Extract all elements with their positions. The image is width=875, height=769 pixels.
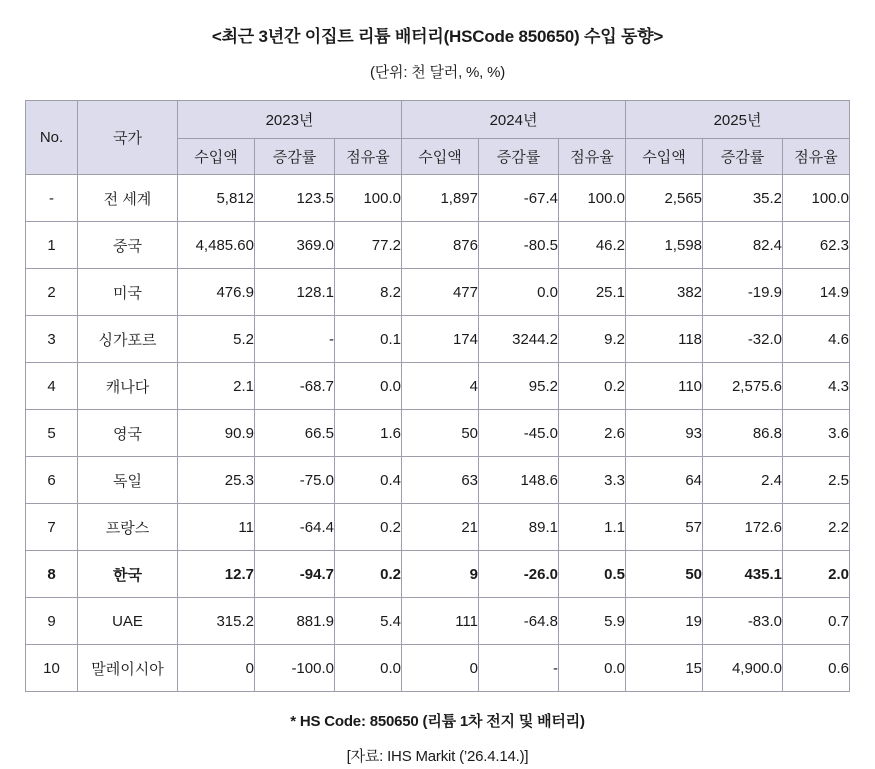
- cell-metric: -45.0: [479, 410, 559, 457]
- cell-metric: 0.1: [334, 316, 401, 363]
- cell-metric: -68.7: [254, 363, 334, 410]
- column-header-2024-change: 증감률: [479, 139, 559, 175]
- cell-metric: 5.4: [334, 598, 401, 645]
- cell-country: 전 세계: [77, 175, 177, 222]
- cell-metric: 89.1: [479, 504, 559, 551]
- cell-metric: 0: [402, 645, 479, 692]
- cell-metric: 4,485.60: [177, 222, 254, 269]
- cell-metric: 0.0: [334, 363, 401, 410]
- cell-metric: 0.2: [559, 363, 626, 410]
- cell-metric: 77.2: [334, 222, 401, 269]
- cell-metric: 50: [626, 551, 703, 598]
- cell-metric: 128.1: [254, 269, 334, 316]
- column-header-2024-share: 점유율: [559, 139, 626, 175]
- cell-metric: 148.6: [479, 457, 559, 504]
- cell-country: 캐나다: [77, 363, 177, 410]
- cell-metric: 64: [626, 457, 703, 504]
- cell-metric: 35.2: [703, 175, 783, 222]
- cell-metric: -94.7: [254, 551, 334, 598]
- cell-metric: -: [479, 645, 559, 692]
- cell-metric: 25.1: [559, 269, 626, 316]
- cell-metric: -83.0: [703, 598, 783, 645]
- cell-metric: -: [254, 316, 334, 363]
- cell-metric: 0.2: [334, 504, 401, 551]
- footnote: * HS Code: 850650 (리튬 1차 전지 및 배터리): [290, 713, 585, 730]
- cell-metric: 12.7: [177, 551, 254, 598]
- cell-metric: 2.0: [783, 551, 850, 598]
- cell-metric: 1.6: [334, 410, 401, 457]
- cell-country: 한국: [77, 551, 177, 598]
- cell-metric: 5.9: [559, 598, 626, 645]
- cell-metric: 1,897: [402, 175, 479, 222]
- cell-metric: 382: [626, 269, 703, 316]
- cell-metric: -26.0: [479, 551, 559, 598]
- cell-metric: 100.0: [559, 175, 626, 222]
- cell-metric: 118: [626, 316, 703, 363]
- cell-metric: 15: [626, 645, 703, 692]
- cell-metric: 63: [402, 457, 479, 504]
- table-row: [25, 504, 849, 551]
- cell-metric: 0.4: [334, 457, 401, 504]
- cell-metric: 2.5: [783, 457, 850, 504]
- cell-metric: 876: [402, 222, 479, 269]
- table-row: [25, 363, 849, 410]
- cell-metric: -75.0: [254, 457, 334, 504]
- cell-metric: 2.6: [559, 410, 626, 457]
- cell-metric: 90.9: [177, 410, 254, 457]
- cell-metric: 0.0: [334, 645, 401, 692]
- column-header-2025-share: 점유율: [783, 139, 850, 175]
- table-row: [25, 551, 849, 598]
- table-head: [25, 101, 849, 175]
- cell-country: 미국: [77, 269, 177, 316]
- table-body: [25, 175, 849, 692]
- cell-metric: 14.9: [783, 269, 850, 316]
- cell-rank: -: [25, 175, 77, 222]
- cell-rank: 3: [25, 316, 77, 363]
- table-row: [25, 410, 849, 457]
- cell-rank: 2: [25, 269, 77, 316]
- cell-metric: 86.8: [703, 410, 783, 457]
- cell-rank: 7: [25, 504, 77, 551]
- page-title: <최근 3년간 이집트 리튬 배터리(HSCode 850650) 수입 동향>: [211, 27, 664, 46]
- cell-metric: 477: [402, 269, 479, 316]
- cell-metric: 62.3: [783, 222, 850, 269]
- cell-metric: 5,812: [177, 175, 254, 222]
- column-header-2025-change: 증감률: [703, 139, 783, 175]
- cell-metric: 11: [177, 504, 254, 551]
- cell-metric: 0.6: [783, 645, 850, 692]
- cell-metric: 8.2: [334, 269, 401, 316]
- cell-metric: 435.1: [703, 551, 783, 598]
- cell-metric: 4,900.0: [703, 645, 783, 692]
- cell-metric: 3.6: [783, 410, 850, 457]
- column-header-no: No.: [25, 101, 77, 175]
- table-row: [25, 316, 849, 363]
- cell-metric: 2,565: [626, 175, 703, 222]
- table-row: [25, 645, 849, 692]
- cell-metric: 0.5: [559, 551, 626, 598]
- cell-metric: 0.0: [479, 269, 559, 316]
- cell-rank: 5: [25, 410, 77, 457]
- cell-metric: -32.0: [703, 316, 783, 363]
- source-note: [자료: IHS Markit (’26.4.14.)]: [346, 748, 529, 765]
- cell-metric: -67.4: [479, 175, 559, 222]
- cell-metric: 46.2: [559, 222, 626, 269]
- cell-metric: 369.0: [254, 222, 334, 269]
- cell-metric: 19: [626, 598, 703, 645]
- cell-metric: -80.5: [479, 222, 559, 269]
- cell-metric: 100.0: [334, 175, 401, 222]
- cell-metric: 21: [402, 504, 479, 551]
- cell-metric: 315.2: [177, 598, 254, 645]
- unit-subtitle: (단위: 천 달러, %, %): [369, 64, 506, 81]
- cell-country: 말레이시아: [77, 645, 177, 692]
- table-row: [25, 457, 849, 504]
- cell-metric: 2.4: [703, 457, 783, 504]
- cell-country: 싱가포르: [77, 316, 177, 363]
- cell-metric: 111: [402, 598, 479, 645]
- column-header-2024-value: 수입액: [402, 139, 479, 175]
- cell-metric: 0.2: [334, 551, 401, 598]
- table-row: [25, 598, 849, 645]
- cell-metric: 25.3: [177, 457, 254, 504]
- cell-rank: 8: [25, 551, 77, 598]
- cell-country: UAE: [77, 598, 177, 645]
- cell-rank: 10: [25, 645, 77, 692]
- cell-rank: 4: [25, 363, 77, 410]
- cell-metric: 2,575.6: [703, 363, 783, 410]
- cell-country: 독일: [77, 457, 177, 504]
- cell-metric: 0: [177, 645, 254, 692]
- cell-metric: 100.0: [783, 175, 850, 222]
- cell-metric: 3.3: [559, 457, 626, 504]
- cell-metric: 0.7: [783, 598, 850, 645]
- cell-metric: 5.2: [177, 316, 254, 363]
- column-header-year-2024: 2024년: [402, 101, 626, 139]
- cell-metric: 9: [402, 551, 479, 598]
- column-header-2023-value: 수입액: [177, 139, 254, 175]
- cell-metric: 476.9: [177, 269, 254, 316]
- cell-metric: 95.2: [479, 363, 559, 410]
- cell-metric: 0.0: [559, 645, 626, 692]
- table-row: [25, 175, 849, 222]
- column-header-2023-change: 증감률: [254, 139, 334, 175]
- cell-metric: 50: [402, 410, 479, 457]
- cell-metric: 1,598: [626, 222, 703, 269]
- column-header-year-2023: 2023년: [177, 101, 401, 139]
- import-trend-table: [25, 100, 850, 692]
- cell-metric: 881.9: [254, 598, 334, 645]
- table-header-row-years: [25, 101, 849, 139]
- cell-rank: 6: [25, 457, 77, 504]
- cell-metric: -64.8: [479, 598, 559, 645]
- cell-metric: 174: [402, 316, 479, 363]
- cell-metric: 3244.2: [479, 316, 559, 363]
- column-header-2025-value: 수입액: [626, 139, 703, 175]
- cell-metric: 4: [402, 363, 479, 410]
- cell-metric: 57: [626, 504, 703, 551]
- cell-metric: 2.2: [783, 504, 850, 551]
- column-header-country: 국가: [77, 101, 177, 175]
- cell-metric: 1.1: [559, 504, 626, 551]
- cell-country: 영국: [77, 410, 177, 457]
- cell-metric: 4.3: [783, 363, 850, 410]
- cell-metric: 82.4: [703, 222, 783, 269]
- cell-metric: 66.5: [254, 410, 334, 457]
- table-row: [25, 222, 849, 269]
- cell-metric: -64.4: [254, 504, 334, 551]
- cell-metric: 9.2: [559, 316, 626, 363]
- cell-rank: 9: [25, 598, 77, 645]
- cell-metric: 4.6: [783, 316, 850, 363]
- cell-country: 중국: [77, 222, 177, 269]
- cell-country: 프랑스: [77, 504, 177, 551]
- column-header-year-2025: 2025년: [626, 101, 850, 139]
- cell-metric: 123.5: [254, 175, 334, 222]
- cell-metric: -19.9: [703, 269, 783, 316]
- cell-metric: 172.6: [703, 504, 783, 551]
- cell-metric: 110: [626, 363, 703, 410]
- cell-metric: 93: [626, 410, 703, 457]
- cell-rank: 1: [25, 222, 77, 269]
- cell-metric: -100.0: [254, 645, 334, 692]
- cell-metric: 2.1: [177, 363, 254, 410]
- table-row: [25, 269, 849, 316]
- column-header-2023-share: 점유율: [334, 139, 401, 175]
